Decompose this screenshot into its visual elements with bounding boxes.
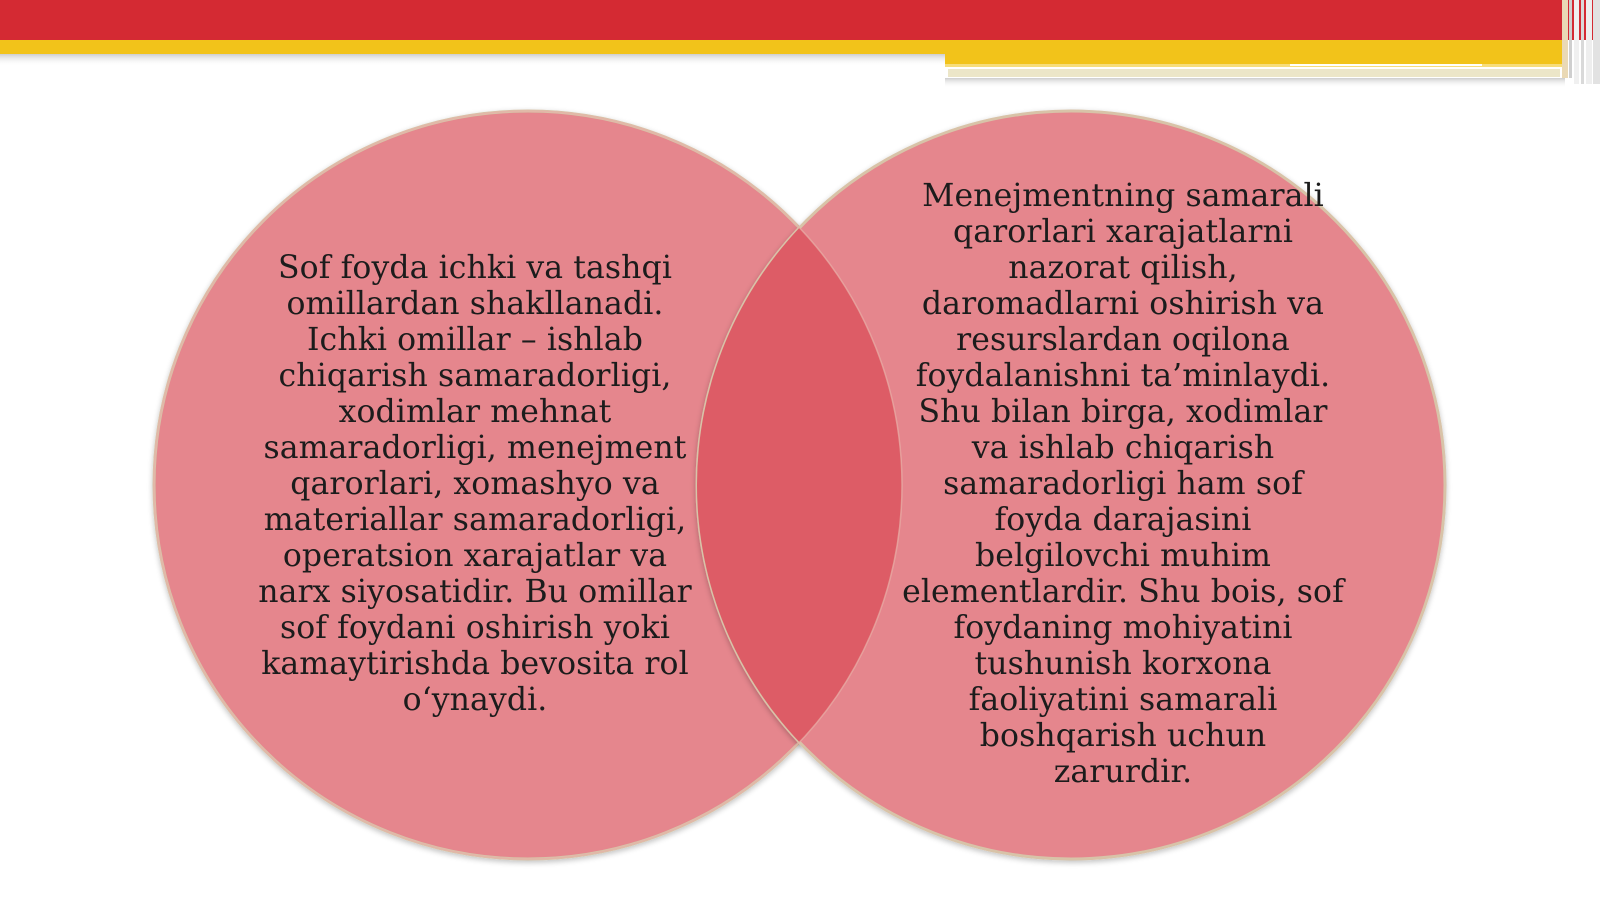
right-circle-text: Menejmentning samarali qarorlari xarajatlarni nazorat qilish, daromadlarni oshirish va resurslardan oqilona foydalanishni ta’minlaydi. Shu bilan birga, xodimlar va ishlab chiqarish samaradorligi ham sof foyda darajasini belgilovchi muhim elementlardir. Shu bois, sof foydaning mohiyatini tushunish korxona faoliyatini samarali boshqarish uchun zarurdir. [902,178,1344,790]
left-circle-text: Sof foyda ichki va tashqi omillardan shakllanadi. Ichki omillar – ishlab chiqarish samaradorligi, xodimlar mehnat samaradorligi, menejment qarorlari, xomashyo va materiallar samaradorligi, operatsion xarajatlar va narx siyosatidir. Bu omillar sof foydani oshirish yoki kamaytirishda bevosita rol o‘ynaydi. [258,250,692,718]
